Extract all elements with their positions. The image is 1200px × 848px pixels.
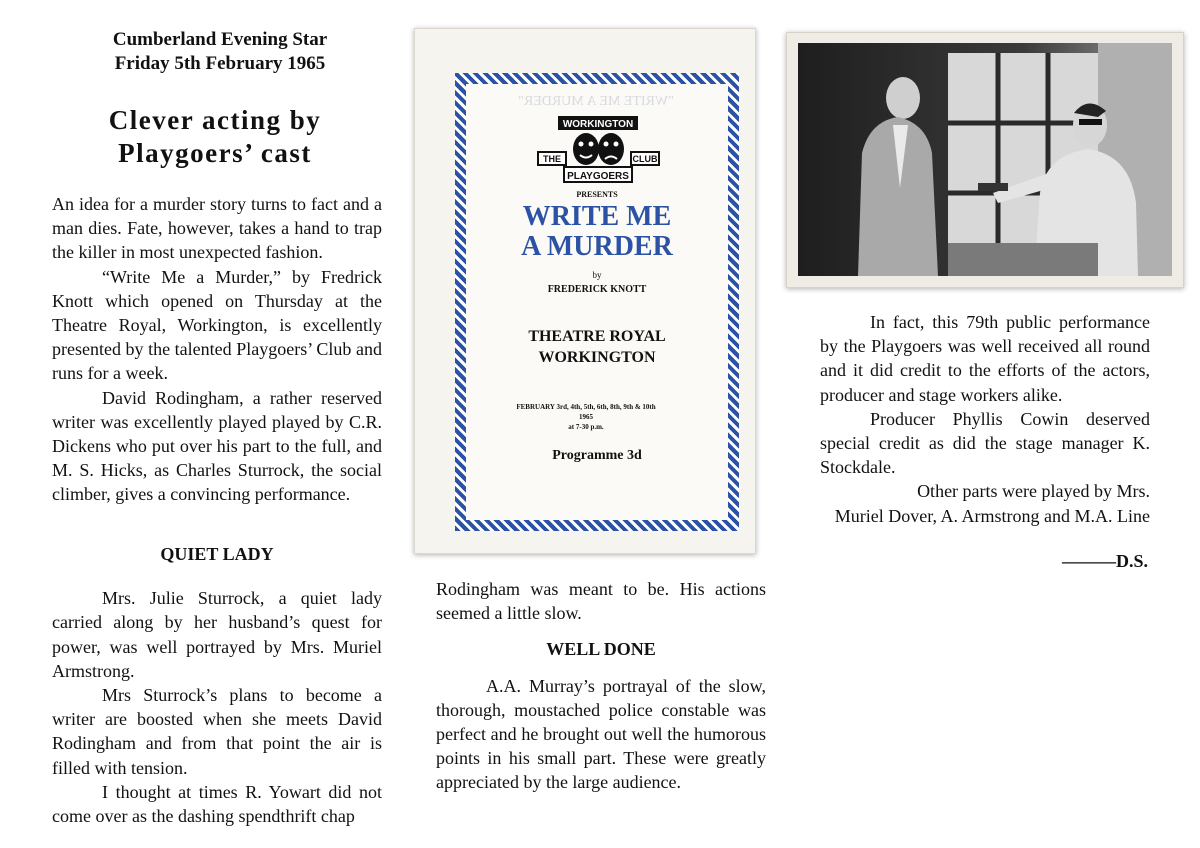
programme-showthrough-text: "WRITE ME A MURDER"	[518, 94, 674, 109]
programme-image	[414, 28, 756, 554]
programme-venue	[466, 326, 728, 368]
programme-title	[466, 202, 728, 262]
pistol-icon	[978, 183, 1008, 191]
paragraph-play: “Write Me a Murder,” by Fredrick Knott which opened on Thursday at the Theatre Royal, Workington, is excellently presented by the talented Playgoers’ Club and runs for a week.	[52, 266, 382, 384]
actor-left-head-icon	[886, 77, 920, 119]
paragraph-continued: Rodingham was meant to be. His actions seemed a little slow.	[436, 579, 766, 624]
cast-photograph	[786, 32, 1184, 288]
author-signoff: ––––––D.S.	[1061, 551, 1148, 571]
programme-frame	[455, 73, 739, 531]
paragraph-intro: An idea for a murder story turns to fact and a man dies. Fate, however, takes a hand to trap the killer in most unexpected fashion.	[52, 194, 382, 263]
headline-line-2: Playgoers’ cast	[118, 138, 312, 168]
paragraph-plans: Mrs Sturrock’s plans to become a writer are boosted when she meets David Rodingham and from that point the air is filled with tension.	[52, 685, 382, 778]
paragraph-yowart: I thought at times R. Yowart did not come over as the dashing spendthrift chap	[52, 781, 382, 827]
paragraph-julie: Mrs. Julie Sturrock, a quiet lady carried along by her husband’s quest for power, was well portrayed by Mrs. Muriel Armstrong.	[52, 588, 382, 681]
playgoers-club-logo	[536, 114, 661, 186]
publication-date: Friday 5th February 1965	[114, 53, 326, 74]
paragraph-producer: Producer Phyllis Cowin deserved special credit as did the stage manager K. Stockdale.	[820, 408, 1150, 478]
article-column-2	[436, 577, 766, 795]
svg-text:THE: THE	[543, 154, 561, 164]
paragraph-cast: David Rodingham, a rather reserved writer was excellently played played by C.R. Dickens who put over his part to the full, and M. S. Hicks, as Charles Sturrock, the social climber, gives a convincing performance.	[52, 387, 382, 505]
cast-photo-illustration	[798, 43, 1172, 276]
article-column-1-bottom	[52, 542, 382, 828]
subheading-well-done: WELL DONE	[546, 639, 656, 660]
paragraph-other-parts-line-1: Other parts were played by Mrs.	[917, 481, 1150, 502]
programme-author: FREDERICK KNOTT	[547, 284, 647, 295]
article-column-3	[820, 310, 1150, 528]
programme-venue-line-1: THEATRE ROYAL	[528, 328, 666, 345]
programme-dates-line-3: at 7-30 p.m.	[568, 423, 604, 431]
programme-by: by	[592, 270, 602, 280]
programme-title-line-2: A MURDER	[521, 231, 673, 262]
programme-dates	[476, 402, 696, 432]
programme-price: Programme 3d	[552, 448, 642, 463]
article-column-1-top	[52, 192, 382, 507]
headline-line-1: Clever acting by	[108, 105, 322, 135]
paragraph-murray: A.A. Murray’s portrayal of the slow, thorough, moustached police constable was perfect and he brought out well the humorous points in his small part. These were greatly appreciated by the large audience.	[436, 675, 766, 793]
svg-text:WORKINGTON: WORKINGTON	[562, 119, 634, 130]
paragraph-performance: In fact, this 79th public performance by the Playgoers was well received all round and it did credit to the efforts of the actors, producer and stage workers alike.	[820, 312, 1150, 405]
svg-text:CLUB: CLUB	[632, 154, 658, 164]
programme-dates-line-1: FEBRUARY 3rd, 4th, 5th, 6th, 8th, 9th & 10th	[516, 403, 656, 411]
masthead	[70, 28, 370, 76]
programme-title-line-1: WRITE ME	[522, 201, 672, 232]
paragraph-other-parts-line-2: Muriel Dover, A. Armstrong and M.A. Line	[834, 505, 1150, 526]
programme-presents: PRESENTS	[576, 190, 618, 199]
programme-dates-line-2: 1965	[579, 413, 593, 421]
headline	[60, 104, 370, 170]
newspaper-name: Cumberland Evening Star	[112, 29, 328, 50]
svg-text:PLAYGOERS: PLAYGOERS	[567, 171, 629, 182]
programme-venue-line-2: WORKINGTON	[538, 349, 656, 366]
subheading-quiet-lady: QUIET LADY	[160, 544, 274, 564]
